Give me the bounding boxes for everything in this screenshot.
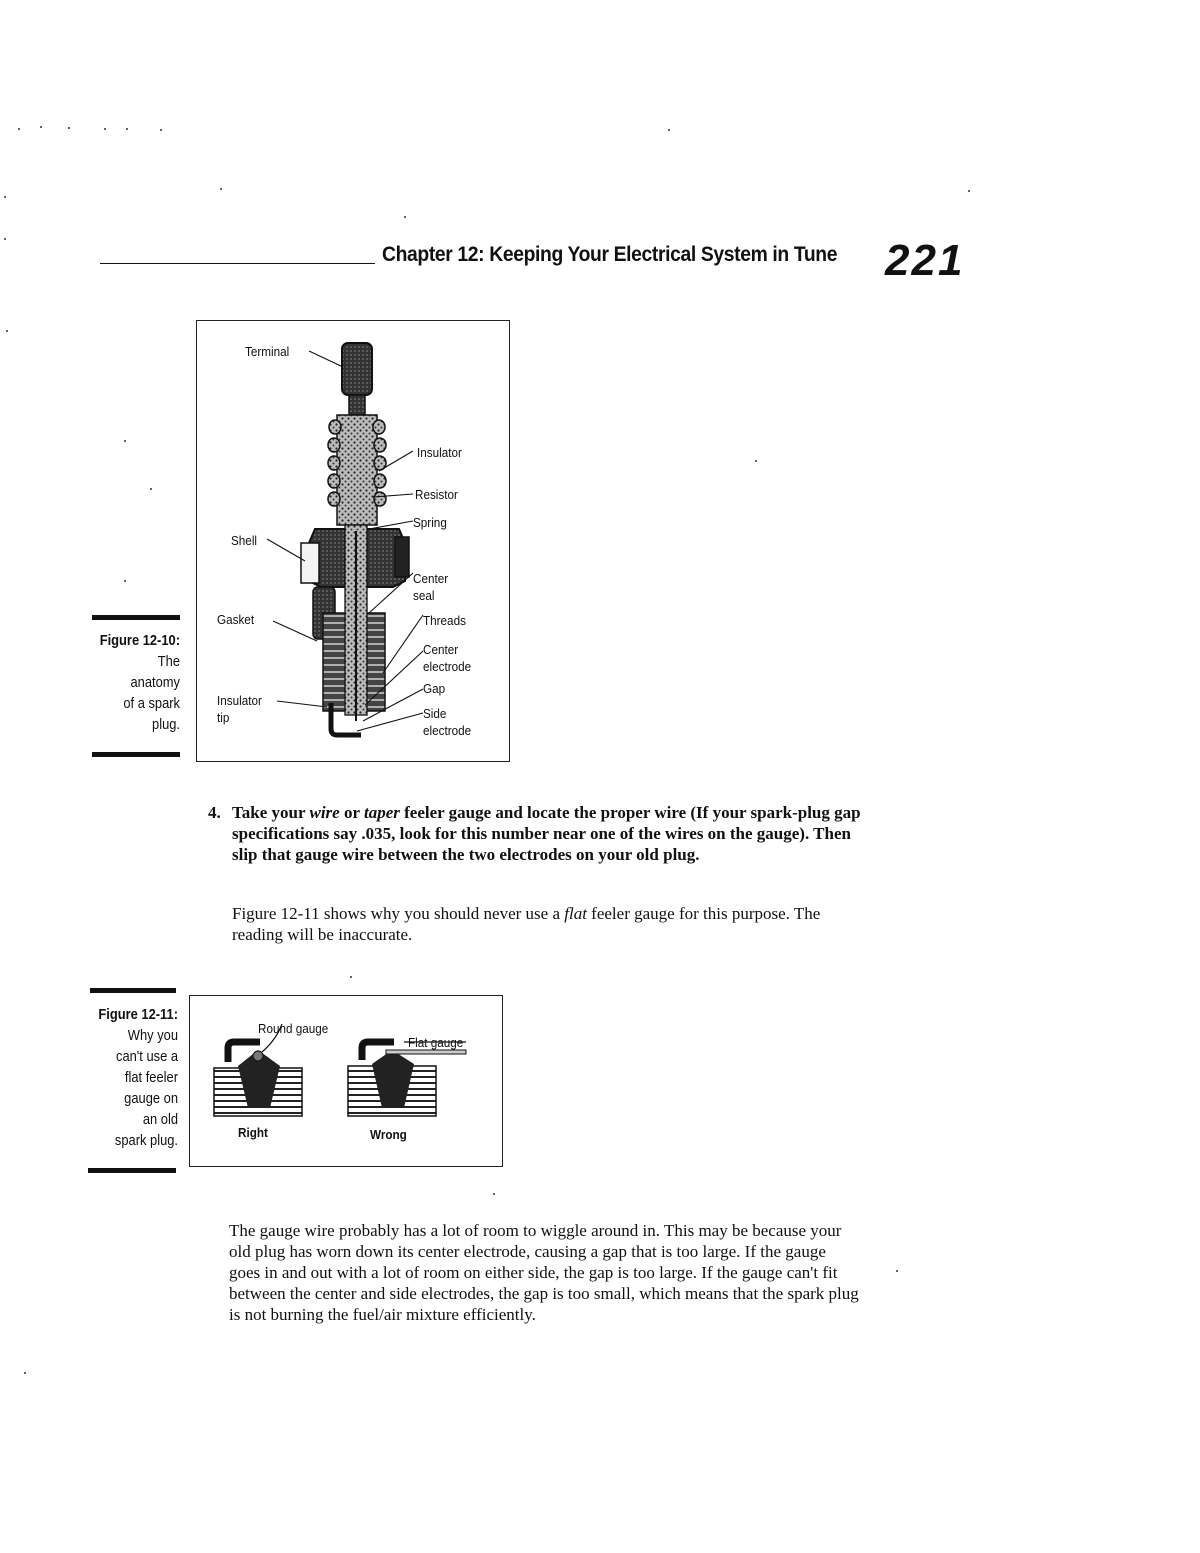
label-terminal: Terminal (245, 344, 290, 359)
chapter-title: Chapter 12: Keeping Your Electrical System in Tune (382, 243, 838, 266)
paragraph-gauge-explanation: The gauge wire probably has a lot of room to wiggle around in. This may be because your old plug has worn down its center electrode, causing a gap that is too large. If the gauge goes in and out with a lot of room on either side, the gap is too large. If the gauge can't fit between the center and side electrodes, the gap is too small, which means that the spark plug is not burning the fuel/air mixture efficiently. (229, 1221, 859, 1324)
label-center-electrode-line: electrode (423, 659, 472, 674)
label-side-electrode (423, 705, 471, 739)
step-number: 4. (208, 803, 221, 822)
para-run: feeler gauge for this purpose. The reading will be inaccurate. (232, 904, 821, 944)
label-insulator-tip (217, 692, 262, 726)
caption-bar-top (90, 988, 176, 993)
spark-plug-figure (196, 320, 510, 762)
gauge-illustration (190, 996, 502, 1166)
label-center-seal-line: seal (413, 588, 435, 603)
step-text (232, 802, 862, 865)
scan-speck (104, 128, 106, 130)
caption-bar-bottom (88, 1168, 176, 1173)
figure-label: Figure 12-11: (98, 1006, 178, 1023)
label-side-electrode-line: electrode (423, 723, 472, 738)
caption-line: anatomy (130, 674, 180, 691)
caption-line: The (157, 653, 180, 670)
label-center-electrode-line: Center (423, 642, 459, 657)
scan-speck (968, 190, 970, 192)
wrong-plug (348, 1042, 466, 1116)
label-center-seal (413, 570, 448, 604)
label-gasket: Gasket (217, 612, 255, 627)
figure-12-10-caption (77, 630, 180, 735)
scan-speck (6, 330, 8, 332)
caption-line: spark plug. (114, 1132, 178, 1149)
label-side-electrode-line: Side (423, 706, 447, 721)
caption-line: Why you (127, 1027, 178, 1044)
scan-speck (160, 129, 162, 131)
scan-speck (18, 128, 20, 130)
para-run: Figure 12-11 shows why you should never use a (232, 904, 565, 923)
paragraph-figure-reference (232, 903, 852, 945)
scan-speck (124, 580, 126, 582)
figure-12-11-caption (73, 1004, 178, 1151)
scan-speck (24, 1372, 26, 1374)
gauge-figure (189, 995, 503, 1167)
label-threads: Threads (423, 613, 466, 628)
scan-speck (40, 126, 42, 128)
scan-speck (150, 488, 152, 490)
scan-speck (4, 196, 6, 198)
caption-line: flat feeler (124, 1069, 178, 1086)
caption-line: can't use a (116, 1048, 178, 1065)
label-flat-gauge: Flat gauge (408, 1035, 464, 1050)
step-text-run: feeler gauge and locate the proper wire (If your spark-plug gap specifications say .035, look for this number near one of the wires on the gauge). Then slip that gauge wire between the two electrodes on your old plug. (232, 803, 861, 864)
label-center-seal-line: Center (413, 571, 449, 586)
label-insulator-tip-line: Insulator (217, 693, 262, 708)
scan-speck (755, 460, 757, 462)
page-number: 221 (885, 236, 965, 285)
step-text-emphasis: wire (309, 803, 340, 822)
scan-speck (124, 440, 126, 442)
label-shell: Shell (231, 533, 258, 548)
label-wrong: Wrong (370, 1127, 407, 1142)
label-insulator: Insulator (417, 445, 462, 460)
step-text-emphasis: taper (363, 803, 400, 822)
scan-speck (896, 1270, 898, 1272)
scan-speck (668, 129, 670, 131)
caption-line: an old (142, 1111, 178, 1128)
label-spring: Spring (413, 515, 447, 530)
caption-line: plug. (152, 716, 180, 733)
scan-speck (404, 216, 406, 218)
caption-line: of a spark (123, 695, 180, 712)
scan-speck (350, 976, 352, 978)
scan-speck (126, 128, 128, 130)
label-insulator-tip-line: tip (217, 710, 230, 725)
label-right: Right (238, 1125, 268, 1140)
caption-bar-top (92, 615, 180, 620)
caption-bar-bottom (92, 752, 180, 757)
label-resistor: Resistor (415, 487, 458, 502)
label-round-gauge: Round gauge (258, 1021, 329, 1036)
scan-speck (493, 1193, 495, 1195)
figure-label: Figure 12-10: (99, 632, 180, 649)
step-text-run: Take your (232, 803, 310, 822)
scan-speck (220, 188, 222, 190)
right-plug (214, 1024, 302, 1116)
label-center-electrode (423, 641, 471, 675)
header-rule (100, 263, 375, 264)
caption-line: gauge on (124, 1090, 178, 1107)
label-gap: Gap (423, 681, 446, 696)
scan-speck (68, 127, 70, 129)
para-emphasis: flat (564, 904, 587, 923)
step-text-run: or (339, 803, 364, 822)
scan-speck (4, 238, 6, 240)
